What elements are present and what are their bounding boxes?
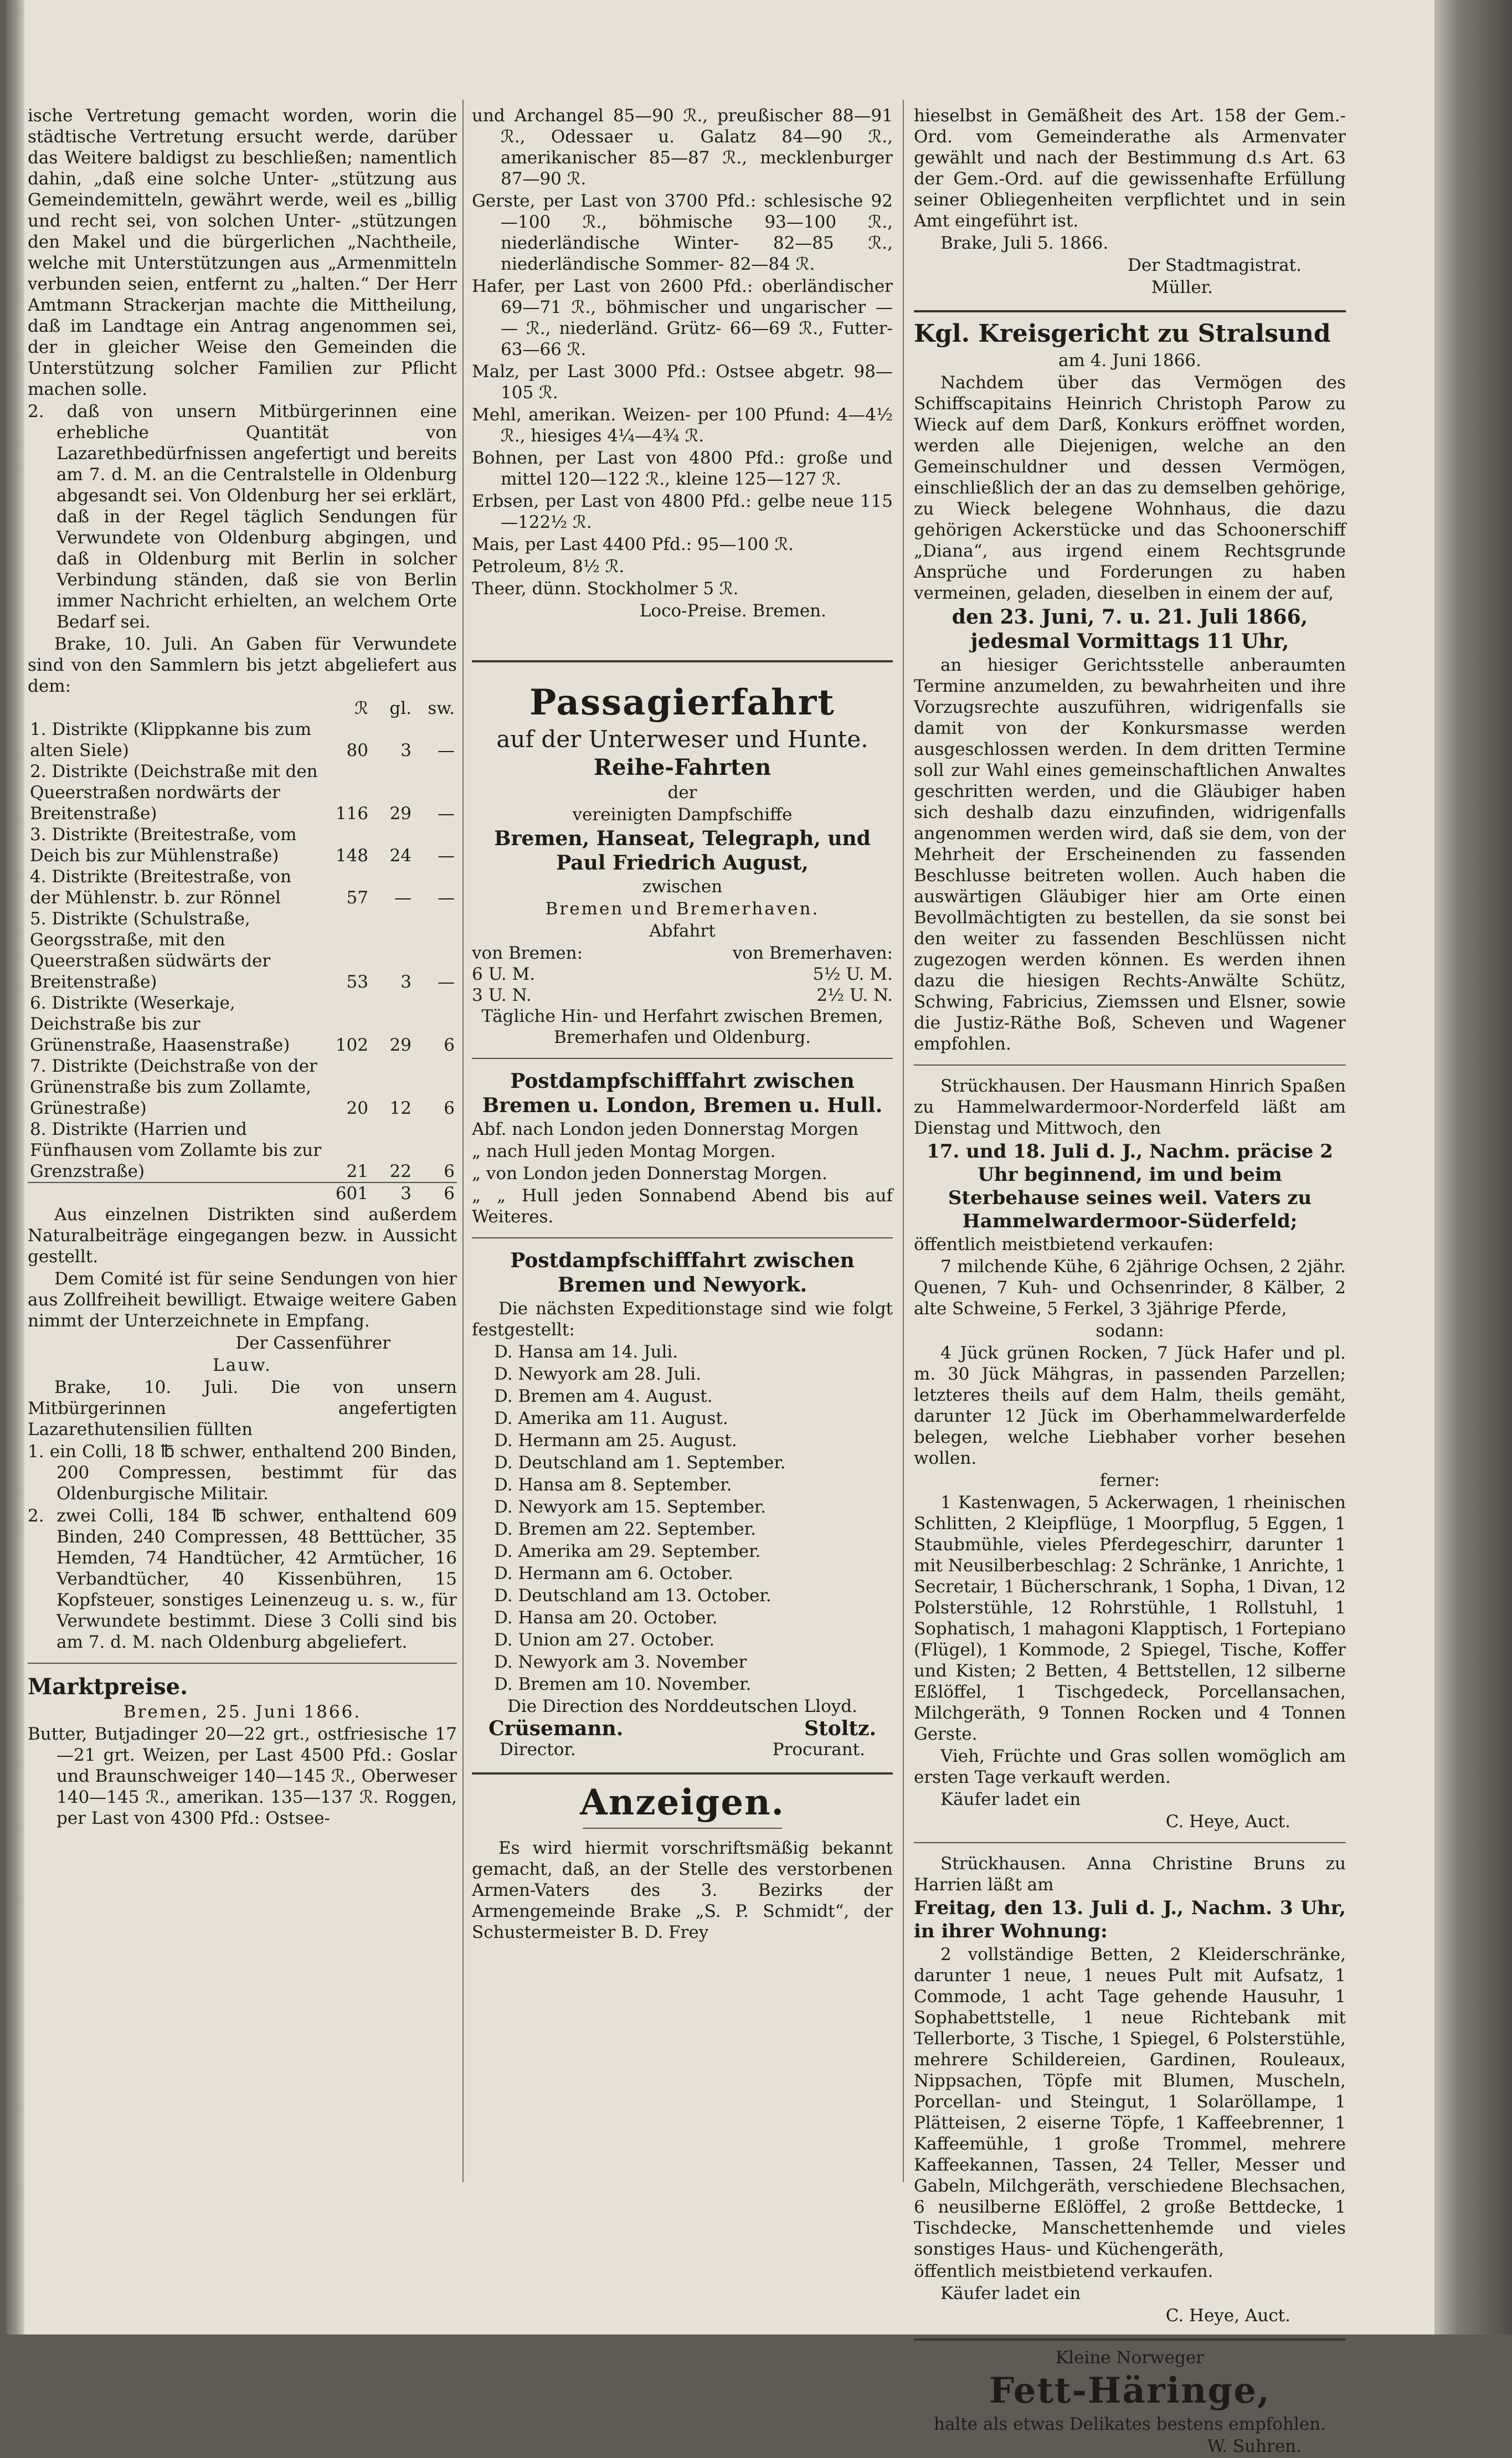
- amount-cell: —: [438, 804, 455, 824]
- table-row: [28, 908, 457, 993]
- ad-text: Strückhausen. Der Hausmann Hinrich Spaßen zu Hammelwardermoor-Norderfeld läßt am Dienstag und Mittwoch, den: [914, 1076, 1346, 1138]
- ship-names: Bremen, Hanseat, Telegraph, und Paul Friedrich August,: [494, 827, 871, 875]
- list-item: D. Hansa am 8. September.: [494, 1475, 732, 1495]
- ad-text: der: [667, 783, 697, 803]
- signature-name: C. Heye, Auct.: [1165, 1812, 1290, 1832]
- amount-cell: 80: [346, 741, 368, 760]
- district-label: 1. Distrikte (Klippkanne bis zum alten Siele): [30, 719, 312, 760]
- amount-cell: —: [394, 888, 412, 908]
- ad-text: 2 vollständige Betten, 2 Kleiderschränke, darunter 1 neue, 1 neues Pult mit Aufsatz, 1 Commode, 1 acht Tage gehende Hausuhr, 1 Sophabettstelle, 1 neue Richtebank mit Tellerborte, 3 Tische, 1 Spiegel, 6 Polsterstühle, mehrere Schildereien, Gardinen, Rouleaux, Nippsachen, Töpfe mit Blumen, Muscheln, Porcellan- und Steingut, 1 Solaröllampe, 1 Plätteisen, 2 eiserne Töpfe, 1 Kaffeebrenner, 1 Kaffeemühle, 1 große Trommel, mehrere Kaffeekannen, Tassen, 24 Teller, Messer und Gabeln, Milchgeräth, verschiedene Blechsachen, 6 neusilberne Eßlöffel, 2 große Bettdecke, 1 Tischdecke, Manschettenhemde und vieles sonstiges Haus- und Küchengeräth,: [914, 1945, 1346, 2259]
- divider: [472, 1772, 893, 1775]
- amount-cell: 12: [389, 1098, 412, 1118]
- column-rule: [462, 100, 464, 2182]
- schedule-line: „ von London jeden Donnerstag Morgen.: [472, 1164, 827, 1184]
- signature-role: Procurant.: [772, 1740, 865, 1760]
- district-label: 6. Distrikte (Weserkaje, Deichstraße bis zur Grünenstraße, Haasenstraße): [30, 993, 290, 1055]
- article-paragraph: Dem Comité ist für seine Sendungen von hier aus Zollfreiheit bewilligt. Etwaige weitere Gaben nimmt der Unterzeichnete in Empfang.: [28, 1269, 457, 1331]
- ad-text: halte als etwas Delikates bestens empfohlen.: [933, 2414, 1326, 2434]
- article-paragraph: Aus einzelnen Distrikten sind außerdem Naturalbeiträge eingegangen bezw. in Aussicht gestellt.: [28, 1205, 457, 1267]
- ad-text: vereinigten Dampfschiffe: [572, 805, 793, 825]
- signature-name: Lauw.: [213, 1355, 272, 1375]
- amount-cell: 3: [400, 741, 412, 760]
- gaben-intro: Brake, 10. Juli. An Gaben für Verwundete sind von den Sammlern bis jetzt abgeliefert aus dem:: [28, 634, 457, 696]
- ad-heading: Postdampfschifffahrt zwischen Bremen u. London, Bremen u. Hull.: [482, 1069, 883, 1117]
- signature-row: [472, 1718, 893, 1739]
- table-row: [28, 824, 457, 866]
- price-entry: Mais, per Last 4400 Pfd.: 95—100 ℛ.: [472, 534, 794, 554]
- list-item: D. Newyork am 15. September.: [494, 1497, 767, 1517]
- amount-cell: 6: [444, 1098, 455, 1118]
- amount-cell: 20: [346, 1098, 368, 1118]
- total-cell: 601: [335, 1184, 368, 1204]
- route: Bremen und Bremerhaven.: [545, 899, 820, 919]
- price-entry: Bohnen, per Last von 4800 Pfd.: große und mittel 120—122 ℛ., kleine 125—127 ℛ.: [472, 448, 893, 489]
- section-title: Anzeigen.: [580, 1782, 785, 1823]
- departure-time: 6 U. M.: [472, 964, 536, 984]
- ad-text: zwischen: [642, 877, 723, 897]
- ad-text: sodann:: [1096, 1321, 1164, 1341]
- signature-name: Müller.: [1151, 277, 1213, 297]
- column-rule: [903, 100, 904, 2182]
- ad-text: öffentlich meistbietend verkaufen:: [914, 1235, 1214, 1254]
- ad-text: Käufer ladet ein: [940, 2284, 1081, 2303]
- ad-text: 1 Kastenwagen, 5 Ackerwagen, 1 rheinischen Schlitten, 2 Kleipflüge, 1 Moorpflug, 5 Eggen, 1 Staubmühle, vieles Pferdegeschirr, darunter 1 mit Neusilberbeschlag: 2 Schränke, 1 Anrichte, 1 Secretair, 1 Bücherschrank, 1 Sopha, 1 Divan, 12 Polsterstühle, 12 Rohrstühle, 1 Rollstuhl, 1 Sophatisch, 1 mahagoni Klapptisch, 1 Fortepiano (Flügel), 1 Kommode, 2 Spiegel, Tische, Koffer und Kisten; 2 Betten, 4 Bettstellen, 12 silberne Eßlöffel, 1 Tischgedeck, Porcellansachen, Milchgeräth, 9 Tonnen Rocken und 4 Tonnen Gerste.: [914, 1493, 1346, 1744]
- ad-text: 4 Jück grünen Rocken, 7 Jück Hafer und pl. m. 30 Jück Mähgras, in passenden Parzellen; letzteres theils auf dem Halm, theils gemäht, darunter 12 Jück im Oberhammelwarderfelde belegen, welche Liebhaber vorher besehen wollen.: [914, 1343, 1346, 1468]
- list-item: 2. zwei Colli, 184 ℔ schwer, enthaltend 609 Binden, 240 Compressen, 48 Betttücher, 35 Hemden, 74 Handtücher, 42 Armtücher, 16 Verbandtücher, 40 Kissenbühren, 15 Kopfsteuer, sonstiges Leinenzeug u. s. w., für Verwundete bestimmt. Diese 3 Colli sind bis am 7. d. M. nach Oldenburg abgeliefert.: [28, 1506, 457, 1652]
- ad-text: hieselbst in Gemäßheit des Art. 158 der Gem.-Ord. vom Gemeinderathe als Armenvater gewählt und nach der Bestimmung d.s Art. 63 der Gem.-Ord. auf die gewissenhafte Erfüllung seiner Obliegenheiten verpflichtet und in sein Amt eingeführt ist.: [914, 106, 1346, 231]
- divider: [472, 660, 893, 662]
- price-entry: Petroleum, 8½ ℛ.: [472, 557, 625, 577]
- sailing-schedule: [494, 1341, 893, 1695]
- dateline: am 4. Juni 1866.: [1058, 351, 1202, 371]
- departure-time: 2½ U. N.: [816, 985, 893, 1005]
- total-row: [28, 1182, 457, 1204]
- ad-text: Es wird hiermit vorschriftsmäßig bekannt gemacht, daß, an der Stelle des verstorbenen Armen-Vaters des 3. Bezirks der Armengemeinde Brake „S. P. Schmidt“, der Schustermeister B. D. Frey: [472, 1838, 893, 1942]
- ad-dates: den 23. Juni, 7. u. 21. Juli 1866, jedesmal Vormittags 11 Uhr,: [952, 605, 1308, 653]
- divider: [583, 1828, 782, 1829]
- amount-cell: 53: [346, 972, 368, 992]
- amount-cell: —: [438, 741, 455, 760]
- amount-cell: 57: [346, 888, 368, 908]
- list-item: 1. ein Colli, 18 ℔ schwer, enthaltend 200 Binden, 200 Compressen, bestimmt für das Oldenburgische Militair.: [28, 1442, 457, 1504]
- amount-cell: 29: [389, 1035, 412, 1055]
- ad-text: öffentlich meistbietend verkaufen.: [914, 2261, 1213, 2281]
- divider: [914, 1065, 1346, 1066]
- column-1: [28, 105, 457, 1830]
- ad-dates: 17. und 18. Juli d. J., Nachm. präcise 2 Uhr beginnend, im und beim Sterbehause seines weil. Vaters zu Hammelwardermoor-Süderfeld;: [927, 1140, 1333, 1232]
- district-label: 3. Distrikte (Breitestraße, vom Deich bis zur Mühlenstraße): [30, 825, 297, 866]
- signature-role: Der Cassenführer: [235, 1333, 390, 1353]
- schedule-line: „ nach Hull jeden Montag Morgen.: [472, 1141, 776, 1161]
- signature-role: Der Stadtmagistrat.: [1128, 255, 1302, 275]
- list-item: D. Hermann am 25. August.: [494, 1431, 737, 1451]
- price-entry: Hafer, per Last von 2600 Pfd.: oberländischer 69—71 ℛ., böhmischer und ungarischer — — ℛ., niederländ. Grütz- 66—69 ℛ., Futter- 63—66 ℛ.: [472, 276, 893, 359]
- list-item: D. Hansa am 14. Juli.: [494, 1342, 678, 1362]
- list-item: D. Bremen am 22. September.: [494, 1519, 756, 1539]
- list-item: D. Union am 27. October.: [494, 1630, 715, 1650]
- header-cell: ℛ: [354, 698, 368, 718]
- column-3: [914, 105, 1346, 2458]
- ad-text: Käufer ladet ein: [940, 1789, 1081, 1809]
- price-entry: Theer, dünn. Stockholmer 5 ℛ.: [472, 579, 739, 599]
- divider: [914, 1842, 1346, 1843]
- district-label: 7. Distrikte (Deichstraße von der Grünenstraße bis zum Zollamte, Grünestraße): [30, 1056, 317, 1118]
- total-cell: 3: [400, 1184, 412, 1204]
- departure-label: von Bremerhaven:: [732, 943, 893, 963]
- section-title: Marktpreise.: [28, 1674, 188, 1700]
- ad-text: Vieh, Früchte und Gras sollen womöglich am ersten Tage verkauft werden.: [914, 1746, 1346, 1787]
- departure-time: 3 U. N.: [472, 985, 532, 1005]
- price-entry: Gerste, per Last von 3700 Pfd.: schlesische 92—100 ℛ., böhmische 93—100 ℛ., niederländische Winter- 82—85 ℛ., niederländische Sommer- 82—84 ℛ.: [472, 191, 893, 274]
- table-row: [28, 1119, 457, 1182]
- total-cell: 6: [444, 1184, 455, 1204]
- amount-cell: 6: [444, 1035, 455, 1055]
- ad-heading: Postdampfschifffahrt zwischen Bremen und Newyork.: [510, 1249, 855, 1297]
- signature-name: Stoltz.: [804, 1717, 876, 1740]
- signature-name: Crüsemann.: [488, 1717, 624, 1740]
- ad-text: Kleine Norweger: [1056, 2348, 1204, 2368]
- list-item: D. Hermann am 6. October.: [494, 1564, 733, 1583]
- amount-cell: —: [438, 888, 455, 908]
- ad-heading: Kgl. Kreisgericht zu Stralsund: [914, 320, 1331, 348]
- ad-text: Abfahrt: [649, 921, 716, 941]
- page-edge: [1434, 0, 1512, 2334]
- schedule-line: Abf. nach London jeden Donnerstag Morgen: [472, 1119, 858, 1139]
- ad-text: an hiesiger Gerichtsstelle anberaumten Termine anzumelden, zu bewahrheiten und ihre Vorzugsrechte auszuführen, widrigenfalls sie damit von der Konkursmasse werden ausgeschlossen werden. In dem dritten Termine soll zur Wahl eines gemeinschaftlichen Anwaltes geschritten werden, und die Gläubiger haben sich deshalb dazu einzufinden, widrigenfalls angenommen werden wird, daß sie dem, von der Mehrheit der Erscheinenden zu fassenden Beschlusse beitreten wollen. Auch haben die auswärtigen Gläubiger hier am Orte einen Bevollmächtigten zu bestellen, da sie sonst bei den weiter zu fassenden Beschlüssen nicht zugezogen werden können. Es werden ihnen dazu die hiesigen Rechts-Anwälte Schütz, Schwing, Fabricius, Ziemssen und Elsner, sowie die Justiz-Räthe Boß, Scheven und Wagener empfohlen.: [914, 655, 1346, 1054]
- divider: [914, 310, 1346, 312]
- departure-row: [472, 964, 893, 985]
- table-row: [28, 866, 457, 908]
- article-paragraph: ische Vertretung gemacht worden, worin die städtische Vertretung ersucht werde, darüber das Weitere baldigst zu beschließen; namentlich dahin, „daß eine solche Unter- „stützung aus Gemeindemitteln, gewährt werde, weil es „billig und recht sei, von solchen Unter- „stützungen den Makel und die bürgerlichen „Nachtheile, welche mit Unterstützungen aus „Armenmitteln verbunden seien, entfernt zu „halten.“ Der Herr Amtmann Strackerjan machte die Mittheilung, daß im Landtage ein Antrag angenommen sei, der in gleicher Weise den Gemeinden die Unterstützung solcher Familien zur Pflicht machen solle.: [28, 106, 457, 399]
- ad-text: Die Direction des Norddeutschen Lloyd.: [507, 1696, 857, 1716]
- ad-title: Fett-Häringe,: [989, 2370, 1271, 2411]
- amount-cell: —: [438, 846, 455, 866]
- table-header-row: [28, 698, 457, 719]
- district-label: 4. Distrikte (Breitestraße, von der Mühlenstr. b. zur Rönnel: [30, 867, 292, 908]
- newspaper-page: [6, 0, 1434, 2456]
- page-binding: [6, 0, 24, 2334]
- divider: [914, 2338, 1346, 2341]
- ad-text: Tägliche Hin- und Herfahrt zwischen Bremen, Bremerhafen und Oldenburg.: [481, 1006, 883, 1047]
- departure-label: von Bremen:: [472, 943, 583, 963]
- ad-heading: Reihe-Fahrten: [593, 754, 772, 780]
- ad-dates: Freitag, den 13. Juli d. J., Nachm. 3 Uhr, in ihrer Wohnung:: [914, 1897, 1346, 1942]
- schedule-line: „ „ Hull jeden Sonnabend Abend bis auf Weiteres.: [472, 1186, 893, 1227]
- list-item: D. Amerika am 11. August.: [494, 1408, 728, 1428]
- article-paragraph: Butter, Butjadinger 20—22 grt., ostfriesische 17—21 grt. Weizen, per Last 4500 Pfd.: Goslar und Braunschweiger 140—145 ℛ., Oberweser 140—145 ℛ., amerikan. 135—137 ℛ. Roggen, per Last von 4300 Pfd.: Ostsee-: [28, 1724, 457, 1828]
- price-entry: Erbsen, per Last von 4800 Pfd.: gelbe neue 115—122½ ℛ.: [472, 491, 893, 532]
- donations-table: [28, 698, 457, 1204]
- ad-text: Nachdem über das Vermögen des Schiffscapitains Heinrich Christoph Parow zu Wieck auf dem Darß, Konkurs eröffnet worden, werden alle Diejenigen, welche an den Gemeinschuldner und dessen Vermögen, einschließlich der an das zu demselben gehörige, zu Wieck belegene Wohnhaus, die dazu gehörigen Ackerstücke und das Schoonerschiff „Diana“, aus irgend einem Rechtsgrunde Ansprüche und Forderungen zu haben vermeinen, geladen, dieselben in einem der auf,: [914, 373, 1346, 603]
- article-paragraph: 2. daß von unsern Mitbürgerinnen eine erhebliche Quantität von Lazarethbedürfnissen angefertigt und bereits am 7. d. M. an die Centralstelle in Oldenburg abgesandt sei. Von Oldenburg her sei erklärt, daß in der Regel täglich Sendungen für Verwundete von Oldenburg abgingen, und daß in Oldenburg mit Berlin in solcher Verbindung ständen, daß sie von Berlin immer Nachricht erhielten, an welchem Orte Bedarf sei.: [28, 402, 457, 632]
- list-item: D. Newyork am 3. November: [494, 1652, 747, 1672]
- departure-row: [472, 943, 893, 964]
- header-cell: sw.: [428, 698, 455, 718]
- signature-name: W. Suhren.: [1207, 2436, 1302, 2456]
- signature-name: C. Heye, Auct.: [1165, 2306, 1290, 2326]
- dateline: Brake, Juli 5. 1866.: [940, 233, 1109, 253]
- column-2: [472, 105, 893, 1944]
- ad-title: Passagierfahrt: [529, 682, 835, 723]
- table-row: [28, 719, 457, 761]
- amount-cell: 22: [389, 1161, 412, 1181]
- list-item: D. Bremen am 10. November.: [494, 1674, 752, 1694]
- ad-text: 7 milchende Kühe, 6 2jährige Ochsen, 2 2jähr. Quenen, 7 Kuh- und Ochsenrinder, 8 Kälber, 2 alte Schweine, 5 Ferkel, 3 3jährige Pferde,: [914, 1257, 1346, 1319]
- signature-row: [472, 1739, 893, 1760]
- amount-cell: 3: [400, 972, 412, 992]
- table-row: [28, 1056, 457, 1119]
- amount-cell: —: [438, 972, 455, 992]
- list-item: D. Newyork am 28. Juli.: [494, 1364, 702, 1384]
- list-item: D. Amerika am 29. September.: [494, 1541, 761, 1561]
- ad-subtitle: auf der Unterweser und Hunte.: [496, 726, 868, 753]
- loco-note: Loco-Preise. Bremen.: [639, 601, 826, 621]
- ad-text: Die nächsten Expeditionstage sind wie folgt festgestellt:: [472, 1299, 893, 1340]
- amount-cell: 6: [444, 1161, 455, 1181]
- dateline: Bremen, 25. Juni 1866.: [123, 1702, 362, 1722]
- list-item: D. Bremen am 4. August.: [494, 1386, 713, 1406]
- price-entry: und Archangel 85—90 ℛ., preußischer 88—91 ℛ., Odessaer u. Galatz 84—90 ℛ., amerikanischer 85—87 ℛ., mecklenburger 87—90 ℛ.: [472, 106, 893, 189]
- departure-time: 5½ U. M.: [812, 964, 893, 984]
- header-cell: gl.: [389, 698, 412, 718]
- price-entry: Malz, per Last 3000 Pfd.: Ostsee abgetr. 98—105 ℛ.: [472, 362, 893, 403]
- list-item: D. Deutschland am 1. September.: [494, 1453, 786, 1473]
- departure-row: [472, 985, 893, 1006]
- price-entry: Mehl, amerikan. Weizen- per 100 Pfund: 4—4½ ℛ., hiesiges 4¼—4¾ ℛ.: [472, 405, 893, 446]
- signature-role: Director.: [500, 1740, 576, 1760]
- divider: [472, 1237, 893, 1238]
- divider: [28, 1663, 457, 1664]
- article-paragraph: Brake, 10. Juli. Die von unsern Mitbürgerinnen angefertigten Lazarethutensilien füllten: [28, 1377, 457, 1439]
- table-row: [28, 993, 457, 1056]
- amount-cell: 29: [389, 804, 412, 824]
- amount-cell: 148: [335, 846, 368, 866]
- list-item: D. Hansa am 20. October.: [494, 1608, 718, 1628]
- list-item: D. Deutschland am 13. October.: [494, 1586, 772, 1606]
- amount-cell: 24: [389, 846, 412, 866]
- ad-text: Strückhausen. Anna Christine Bruns zu Harrien läßt am: [914, 1854, 1346, 1895]
- divider: [472, 1058, 893, 1059]
- district-label: 2. Distrikte (Deichstraße mit den Queerstraßen nordwärts der Breitenstraße): [30, 762, 318, 824]
- district-label: 5. Distrikte (Schulstraße, Georgsstraße, mit den Queerstraßen südwärts der Breitenstraße): [30, 909, 271, 992]
- amount-cell: 116: [335, 804, 368, 824]
- table-row: [28, 761, 457, 824]
- district-label: 8. Distrikte (Harrien und Fünfhausen vom Zollamte bis zur Grenzstraße): [30, 1119, 322, 1181]
- ad-text: ferner:: [1099, 1470, 1160, 1490]
- amount-cell: 102: [335, 1035, 368, 1055]
- amount-cell: 21: [346, 1161, 368, 1181]
